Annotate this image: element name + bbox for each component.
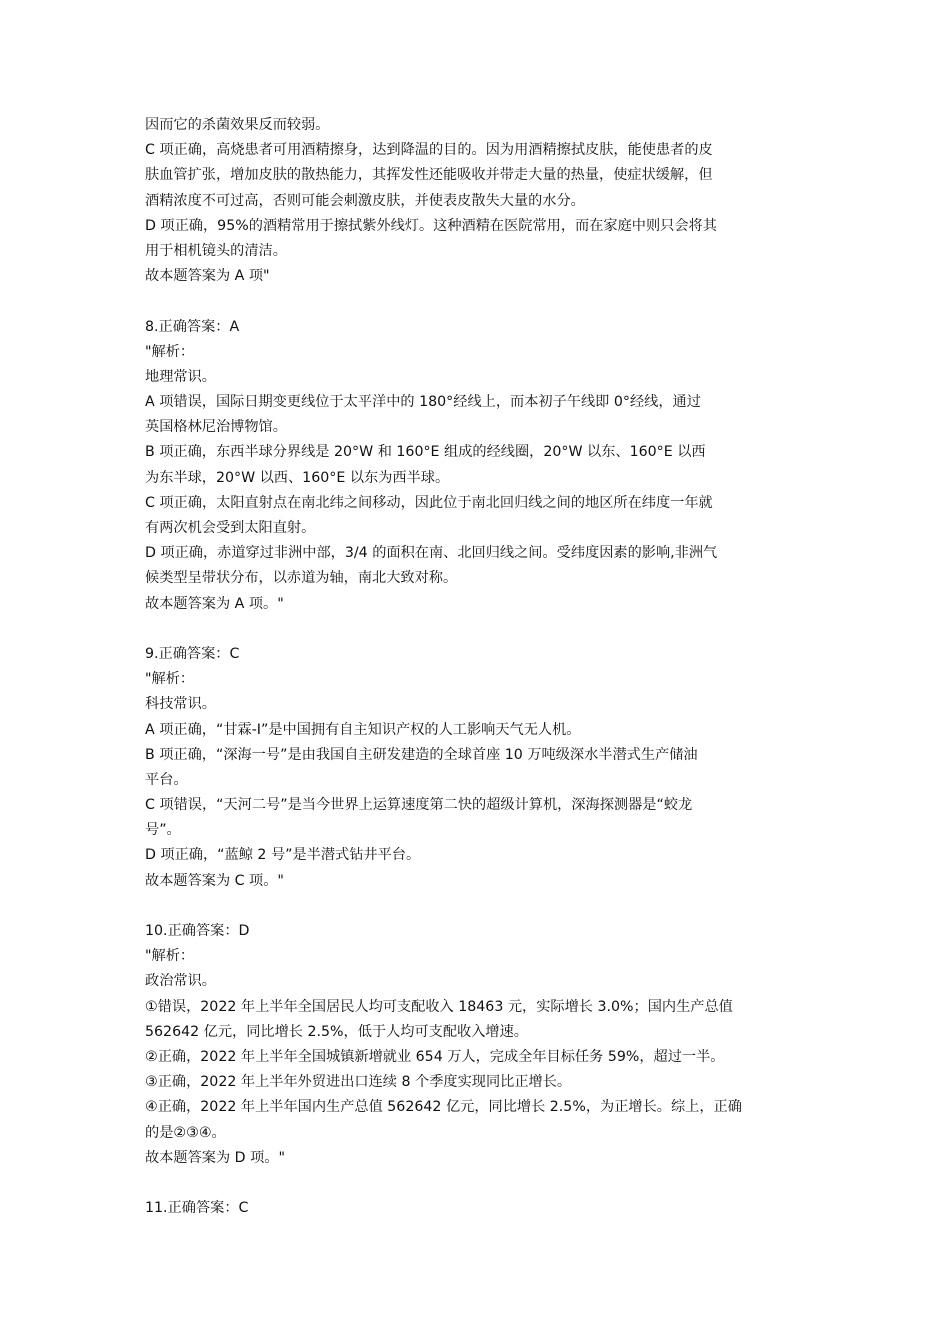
conclusion-line: 故本题答案为 A 项。" xyxy=(145,595,284,612)
text-line: B 项正确，“深海一号”是由我国自主研发建造的全球首座 10 万吨级深水半潜式生产储油 xyxy=(145,746,698,763)
text-line: 用于相机镜头的清洁。 xyxy=(145,242,287,259)
conclusion-line: 故本题答案为 D 项。" xyxy=(145,1149,285,1166)
text-line: 号”。 xyxy=(145,822,181,839)
answer-heading: 10.正确答案：D xyxy=(145,923,250,939)
blank-line xyxy=(145,1171,810,1196)
answer-heading: 11.正确答案：C xyxy=(145,1200,249,1217)
answer-heading: 9.正确答案：C xyxy=(145,645,240,662)
text-line: 的是②③④。 xyxy=(145,1124,226,1141)
text-line: 候类型呈带状分布，以赤道为轴，南北大致对称。 xyxy=(145,570,458,587)
text-line: A 项错误，国际日期变更线位于太平洋中的 180°经线上，而本初子午线即 0°经线，通过 xyxy=(145,394,701,411)
blank-line xyxy=(145,894,810,919)
document-page xyxy=(145,113,810,1221)
text-line: A 项正确，“甘霖-I”是中国拥有自主知识产权的人工影响天气无人机。 xyxy=(145,721,581,738)
analysis-label: "解析： xyxy=(145,343,195,360)
blank-line xyxy=(145,289,810,314)
text-line: C 项错误，“天河二号”是当今世界上运算速度第二快的超级计算机，深海探测器是“蛟龙 xyxy=(145,797,693,814)
text-line: B 项正确，东西半球分界线是 20°W 和 160°E 组成的经线圈，20°W 以东、160°E 以西 xyxy=(145,444,706,461)
text-line: ④正确，2022 年上半年国内生产总值 562642 亿元，同比增长 2.5%，为正增长。综上，正确 xyxy=(145,1099,742,1116)
text-line: 为东半球，20°W 以西、160°E 以东为西半球。 xyxy=(145,469,450,486)
analysis-label: "解析： xyxy=(145,671,195,688)
topic-line: 政治常识。 xyxy=(145,973,216,990)
text-line: ③正确，2022 年上半年外贸进出口连续 8 个季度实现同比正增长。 xyxy=(145,1074,572,1091)
topic-line: 地理常识。 xyxy=(145,368,216,385)
text-line: ①错误，2022 年上半年全国居民人均可支配收入 18463 元，实际增长 3.0%；国内生产总值 xyxy=(145,998,733,1015)
answer-heading: 8.正确答案：A xyxy=(145,318,240,335)
text-line: 酒精浓度不可过高，否则可能会刺激皮肤，并使表皮散失大量的水分。 xyxy=(145,192,585,209)
conclusion-line: 故本题答案为 A 项" xyxy=(145,268,270,285)
text-line: 英国格林尼治博物馆。 xyxy=(145,419,287,436)
blank-line xyxy=(145,617,810,642)
text-line: 有两次机会受到太阳直射。 xyxy=(145,520,316,536)
conclusion-line: 故本题答案为 C 项。" xyxy=(145,872,284,889)
text-line: 因而它的杀菌效果反而较弱。 xyxy=(145,117,330,133)
text-line: 肤血管扩张，增加皮肤的散热能力，其挥发性还能吸收并带走大量的热量，使症状缓解，但 xyxy=(145,167,713,184)
analysis-label: "解析： xyxy=(145,948,195,965)
text-line: ②正确，2022 年上半年全国城镇新增就业 654 万人，完成全年目标任务 59%，超过一半。 xyxy=(145,1048,725,1065)
text-line: C 项正确，高烧患者可用酒精擦身，达到降温的目的。因为用酒精擦拭皮肤，能使患者的皮 xyxy=(145,142,713,159)
text-line: D 项正确，“蓝鲸 2 号”是半潜式钻井平台。 xyxy=(145,847,421,864)
topic-line: 科技常识。 xyxy=(145,696,216,713)
text-line: D 项正确，95%的酒精常用于擦拭紫外线灯。这种酒精在医院常用，而在家庭中则只会将其 xyxy=(145,217,717,234)
text-line: 平台。 xyxy=(145,771,188,788)
text-line: C 项正确，太阳直射点在南北纬之间移动，因此位于南北回归线之间的地区所在纬度一年就 xyxy=(145,494,713,511)
text-line: 562642 亿元，同比增长 2.5%，低于人均可支配收入增速。 xyxy=(145,1023,528,1040)
text-line: D 项正确，赤道穿过非洲中部，3/4 的面积在南、北回归线之间。受纬度因素的影响,非洲气 xyxy=(145,545,718,562)
